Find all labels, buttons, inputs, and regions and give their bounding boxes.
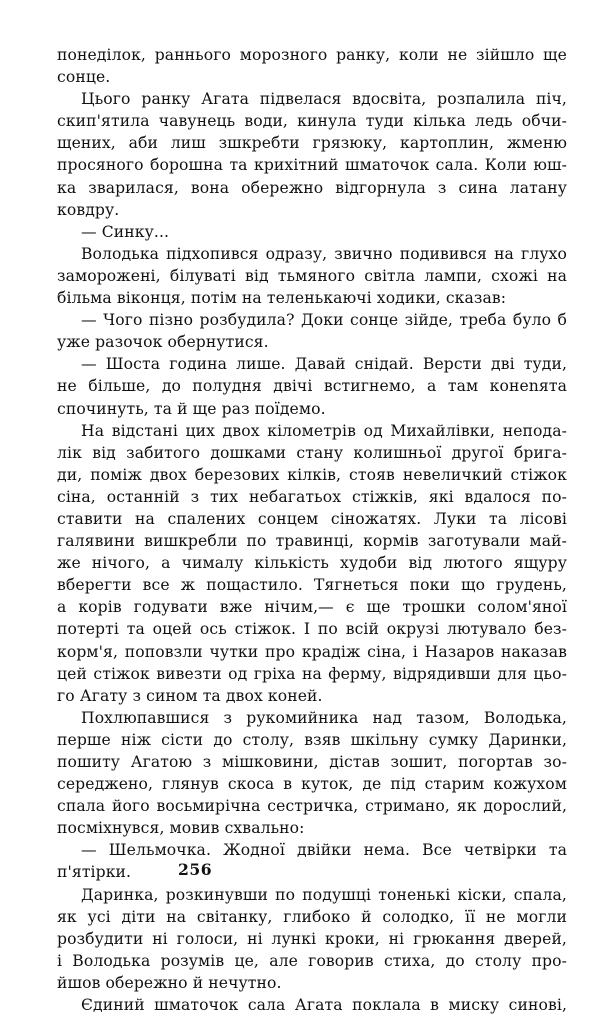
- text-line: Володька підхопився одразу, звично подивився на глухо: [81, 244, 567, 263]
- text-line: Єдиний шматочок сала Агата поклала в миску синові,: [81, 996, 567, 1015]
- text-line: п'ятірки.: [57, 863, 132, 882]
- text-line: — Шельмочка. Жодної двійки нема. Все четвірки та: [81, 841, 567, 860]
- text-line: пошиту Агатою з мішковини, дістав зошит, погортав зо-: [57, 753, 567, 771]
- text-line: йшов обережно й нечутно.: [57, 973, 282, 992]
- text-line: Цього ранку Агата підвелася вдосвіта, розпалила піч,: [81, 90, 567, 109]
- text-line: щених, аби лиш зшкребти грязюку, картоплин, жменю: [57, 134, 567, 153]
- text-line: цей стіжок вивезти од гріха на ферму, відрядивши для цьо-: [57, 664, 567, 683]
- text-line: спала його восьмирічна сестричка, стримано, як дорослий,: [57, 797, 567, 816]
- text-line: більма віконця, потім на теленькаючі ходики, сказав:: [57, 289, 507, 308]
- text-line: а корів годувати вже нічим,— є ще трошки солом'яної: [57, 598, 567, 617]
- text-line: ковдру.: [57, 200, 120, 219]
- text-line: сіна, останній з тих небагатьох стіжків, які вдалося по-: [57, 487, 567, 506]
- text-line: — Чого пізно розбудила? Доки сонце зійде, треба було б: [81, 311, 567, 330]
- text-line: не більше, до полудня двічі встигнемо, а там конenята: [57, 377, 567, 396]
- page-body: [57, 44, 567, 1016]
- text-line: просяного борошна та крихітний шматочок сала. Коли юш-: [57, 156, 567, 175]
- text-line: спочинуть, та й ще раз поїдемо.: [57, 399, 326, 418]
- text-line: корм'я, поповзли чутки про крадіж сіна, і Назаров наказав: [57, 642, 567, 661]
- text-line: посміхнувся, мовив схвально:: [57, 819, 305, 838]
- text-line: уже разочок обернутися.: [57, 333, 269, 352]
- text-line: лік від забитого дошками стану колишньої другої брига-: [57, 443, 567, 462]
- page-number: 256: [178, 860, 213, 879]
- text-line: понеділок, раннього морозного ранку, коли не зійшло ще: [57, 46, 567, 64]
- text-line: — Синку...: [81, 222, 170, 241]
- text-line: ди, поміж двох березових кілків, стояв невеличкий стіжок: [57, 465, 567, 484]
- text-line: го Агату з сином та двох коней.: [57, 686, 323, 705]
- text-line: і Володька розумів це, але говорив стиха, до столу про-: [57, 951, 567, 970]
- text-line: сонце.: [57, 68, 111, 87]
- text-line: розбудити ні голоси, ні лункі кроки, ні грюкання дверей,: [57, 929, 567, 948]
- text-line: потерті та оцей ось стіжок. І по всій окрузі лютувало без-: [57, 620, 567, 639]
- text-line: же нічого, а чималу кількість худоби від лютого ящуру: [57, 554, 567, 573]
- text-line: середжено, глянув скоса в куток, де під старим кожухом: [57, 775, 567, 794]
- text-line: Похлюпавшися з рукомийника над тазом, Володька,: [81, 708, 567, 727]
- text-line: галявини вишкребли по травинці, кормів заготували май-: [57, 532, 567, 551]
- text-line: як усі діти на світанку, глибоко й солодко, її не могли: [57, 907, 567, 926]
- text-line: На відстані цих двох кілометрів од Михайлівки, непода-: [81, 421, 567, 440]
- text-line: заморожені, білуваті від тьмяного світла лампи, схожі на: [57, 266, 567, 285]
- text-line: скип'ятила чавунець води, кинула туди кілька ледь обчи-: [57, 112, 567, 131]
- text-line: ставити на спалених сонцем сіножатях. Луки та лісові: [57, 509, 567, 528]
- text-line: — Шоста година лише. Давай снідай. Версти дві туди,: [81, 355, 567, 374]
- text-line: перше ніж сісти до столу, взяв шкільну сумку Даринки,: [57, 730, 567, 749]
- text-line: вберегти все ж пощастило. Тягнеться поки що грудень,: [57, 576, 567, 595]
- text-line: Даринка, розкинувши по подушці тоненькі кіски, спала,: [81, 885, 567, 904]
- text-line: ка зварилася, вона обережно відгорнула з сина латану: [57, 178, 567, 197]
